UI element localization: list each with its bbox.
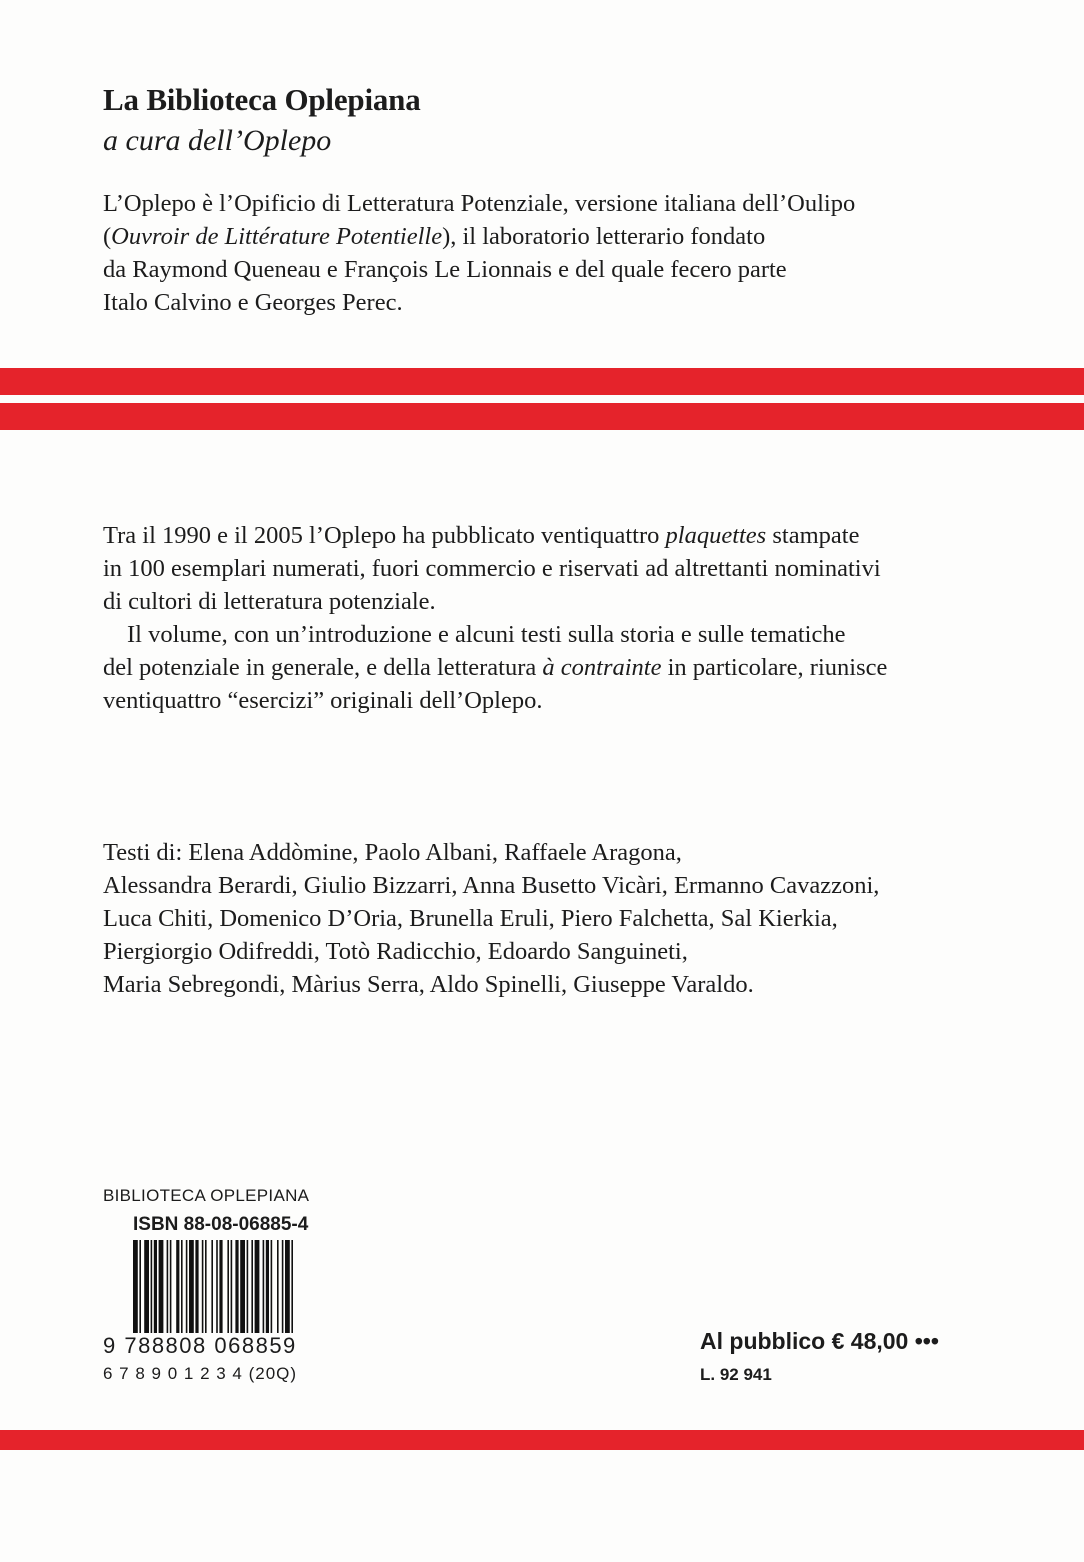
authors-line: Alessandra Berardi, Giulio Bizzarri, Anna Busetto Vicàri, Ermanno Cavazzoni, [103,872,880,899]
oulipo-full-name: Ouvroir de Littérature Potentielle [111,223,443,250]
intro-line: L’Oplepo è l’Opificio di Letteratura Potenziale, versione italiana dell’Oulipo [103,190,856,217]
description-line: Il volume, con un’introduzione e alcuni testi sulla storia e sulle tematiche [127,621,846,648]
intro-line: (Ouvroir de Littérature Potentielle), il laboratorio letterario fondato [103,223,766,250]
authors-line: Piergiorgio Odifreddi, Totò Radicchio, Edoardo Sanguineti, [103,938,688,965]
authors-line: Testi di: Elena Addòmine, Paolo Albani, Raffaele Aragona, [103,839,682,866]
description-line: di cultori di letteratura potenziale. [103,588,436,615]
description-line: ventiquattro “esercizi” originali dell’Oplepo. [103,687,543,714]
isbn-number: ISBN 88-08-06885-4 [133,1214,309,1235]
series-editor-subtitle: a cura dell’Oplepo [103,124,332,157]
description-line: in 100 esemplari numerati, fuori commercio e riservati ad altrettanti nominativi [103,555,881,582]
series-label: BIBLIOTECA OPLEPIANA [103,1186,310,1205]
barcode-digits: 9 788808 068859 [103,1333,301,1359]
authors-line: Luca Chiti, Domenico D’Oria, Brunella Eruli, Piero Falchetta, Sal Kierkia, [103,905,838,932]
intro-line: Italo Calvino e Georges Perec. [103,289,403,316]
authors-line: Maria Sebregondi, Màrius Serra, Aldo Spinelli, Giuseppe Varaldo. [103,971,754,998]
red-stripe-top [0,368,1084,395]
description-paragraph [103,519,1003,717]
intro-line: da Raymond Queneau e François Le Lionnais e del quale fecero parte [103,256,787,283]
price-label: Al pubblico € 48,00 ••• [700,1328,939,1354]
description-line: Tra il 1990 e il 2005 l’Oplepo ha pubblicato ventiquattro plaquettes stampate [103,522,860,549]
price-lire: L. 92 941 [700,1365,772,1384]
intro-paragraph [103,187,1003,319]
red-stripe-bottom [0,1430,1084,1450]
authors-paragraph [103,836,1003,1001]
book-series-title: La Biblioteca Oplepiana [103,82,421,117]
red-stripe-second [0,403,1084,430]
internal-code: 6 7 8 9 0 1 2 3 4 (20Q) [103,1364,298,1383]
description-line: del potenziale in generale, e della letteratura à contrainte in particolare, riunisce [103,654,888,681]
